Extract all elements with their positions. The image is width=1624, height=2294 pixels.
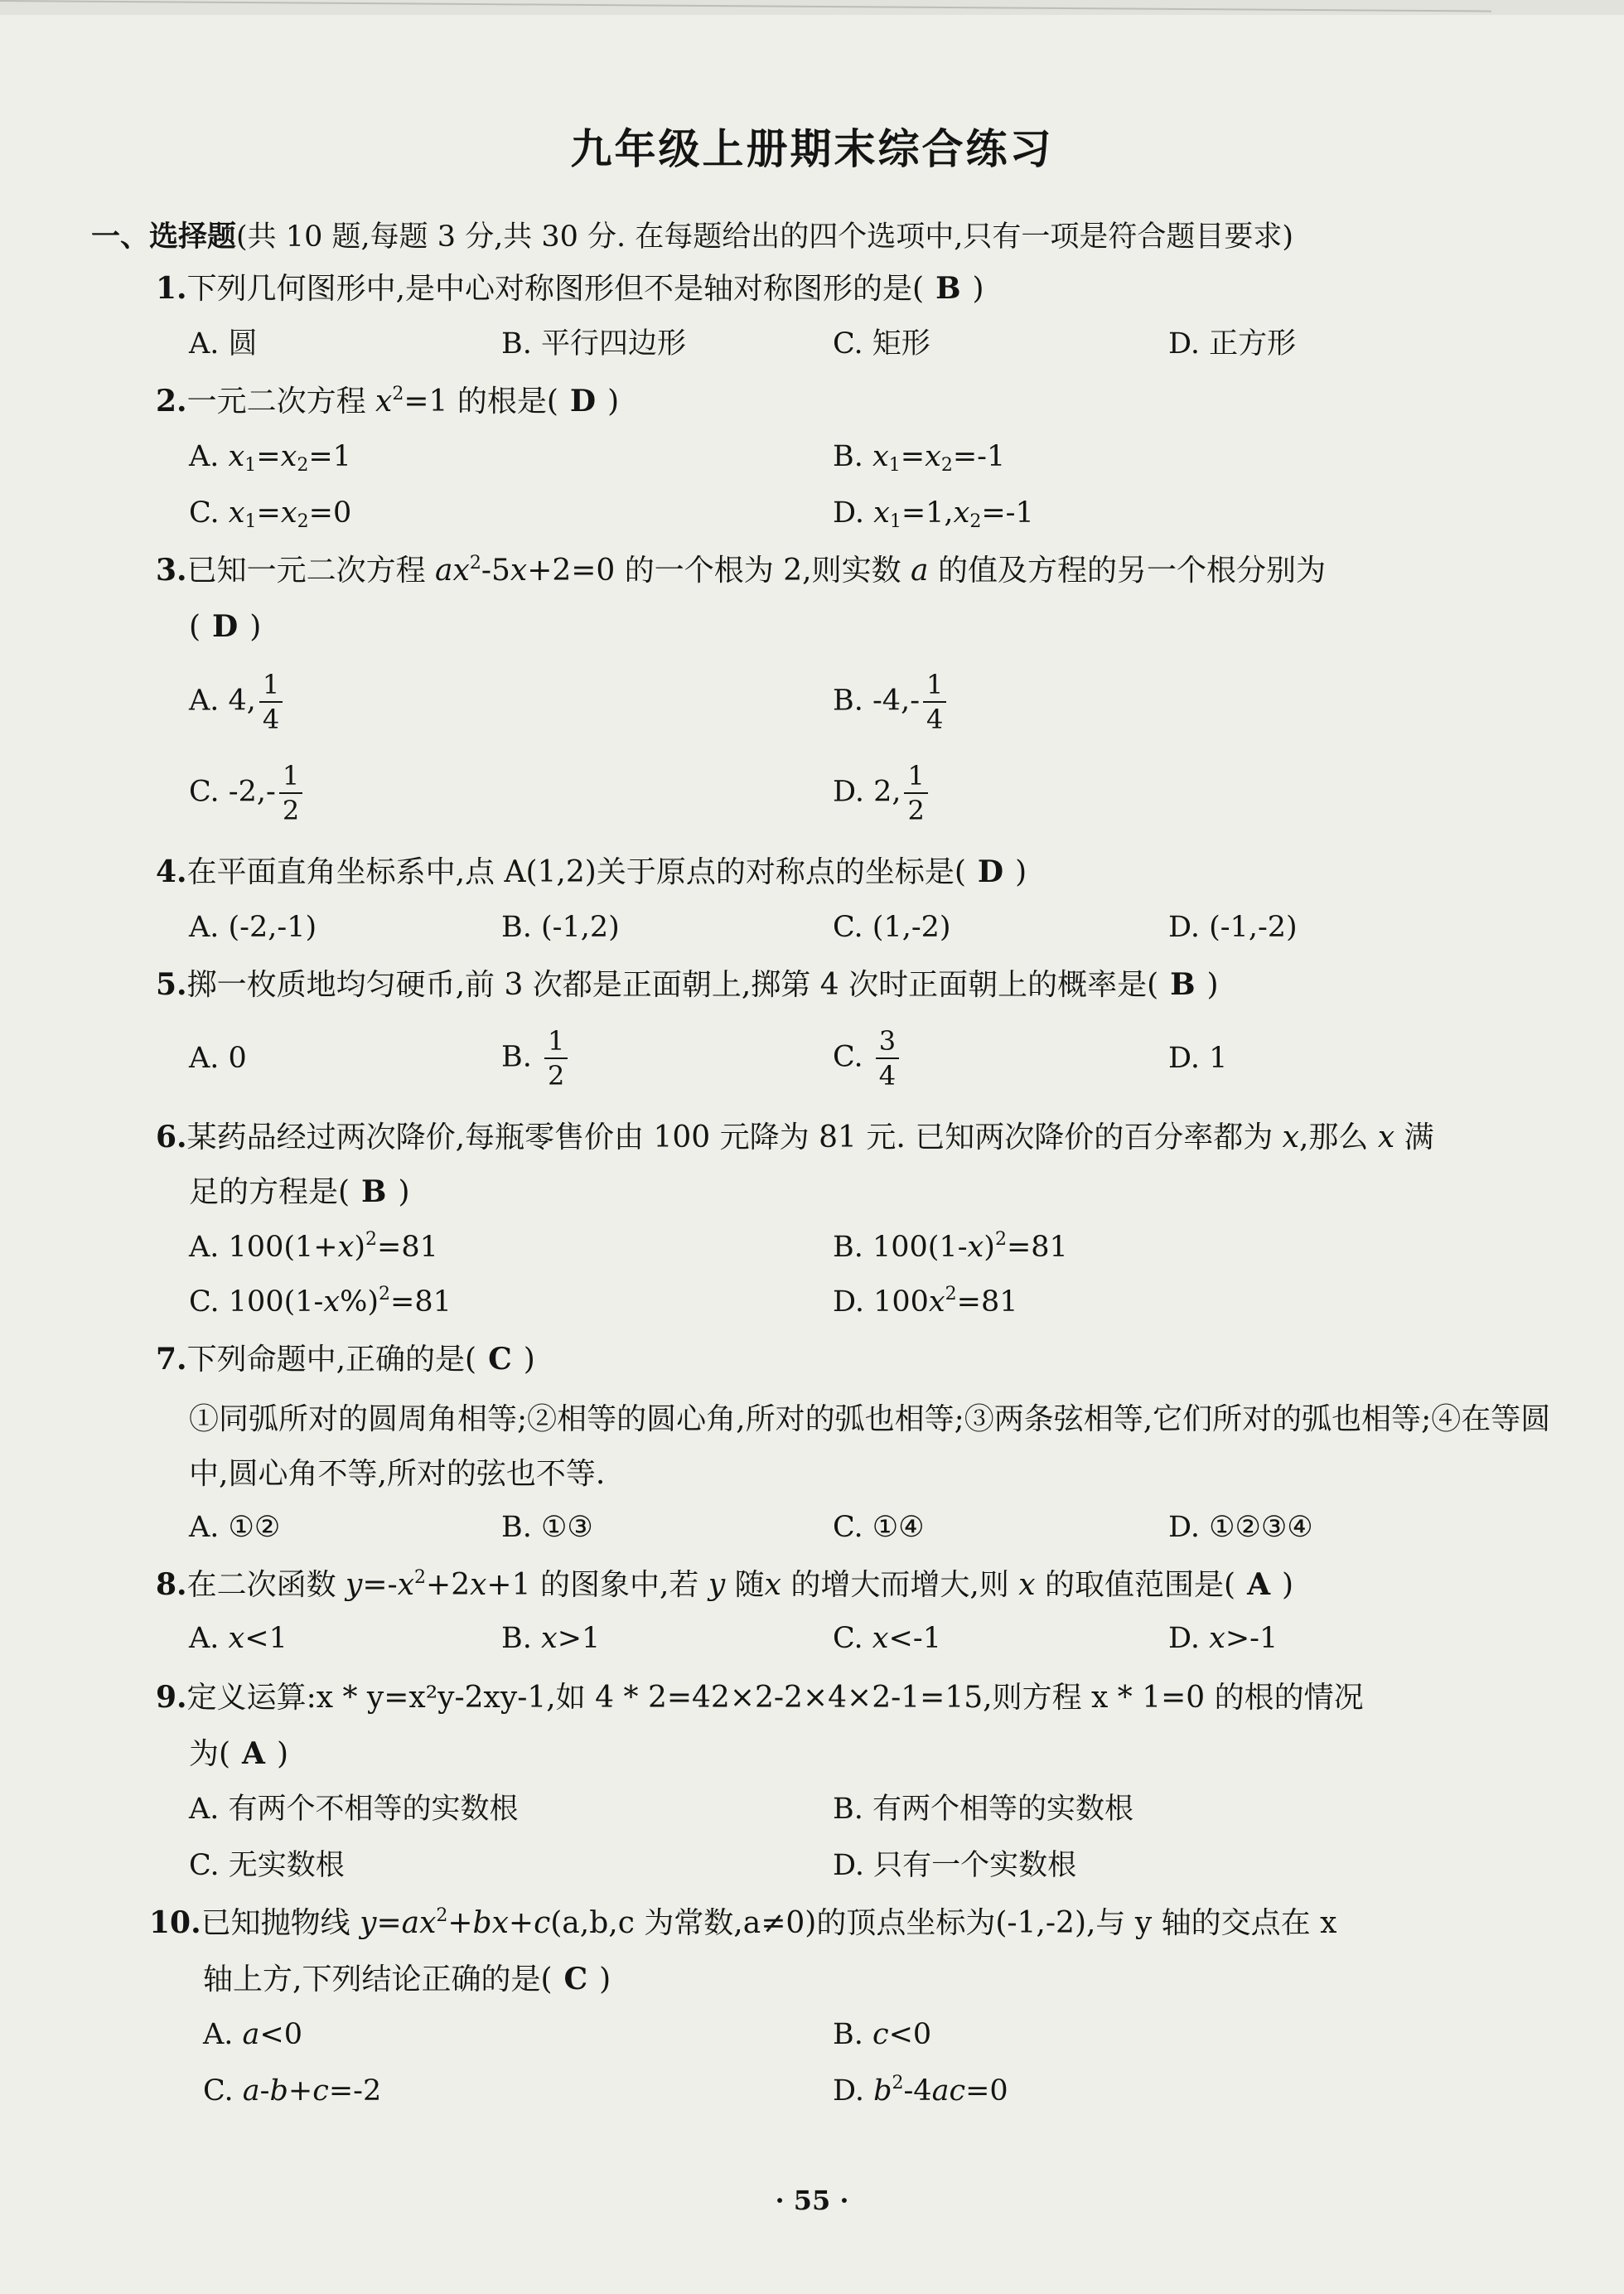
- option-8b: B. x>1: [501, 1622, 601, 1655]
- option-1d: D. 正方形: [1168, 327, 1297, 361]
- option-8d: D. x>-1: [1168, 1622, 1278, 1655]
- option-6d: D. $100x^2=81$: [833, 1284, 1018, 1319]
- option-2d: D. $x_1=1,x_2=-1$: [833, 496, 1034, 532]
- option-2a: A. $x_1=x_2=1$: [189, 440, 351, 476]
- option-7d: D. ①②③④: [1168, 1511, 1313, 1544]
- answer-7: C: [488, 1342, 512, 1377]
- option-3b: B. -4,- $\frac{1}{4}$: [833, 668, 950, 736]
- option-4b: B. (-1,2): [501, 911, 620, 944]
- option-1b: B. 平行四边形: [501, 327, 686, 361]
- question-4: 4.在平面直角坐标系中,点 A(1,2)关于原点的对称点的坐标是( D ): [156, 854, 1027, 889]
- option-5a: A. 0: [189, 1042, 247, 1075]
- option-4c: C. (1,-2): [833, 911, 951, 944]
- question-8: 8.在二次函数 $y=-x^2+2x+1$ 的图象中,若 y 随x 的增大而增大,则 x 的取值范围是( A ): [156, 1567, 1294, 1602]
- question-10: 10.已知抛物线 $y=ax^2+bx+c(a,b,c$ 为常数,a≠0)的顶点坐标为(-1,-2),与 y 轴的交点在 x: [149, 1905, 1337, 1940]
- option-9b: B. 有两个相等的实数根: [833, 1793, 1133, 1826]
- answer-9: A: [242, 1736, 265, 1771]
- option-10b: B. c<0: [833, 2018, 932, 2051]
- option-9a: A. 有两个不相等的实数根: [189, 1793, 519, 1826]
- question-10-line2: 轴上方,下列结论正确的是( C ): [203, 1962, 611, 1996]
- option-7c: C. ①④: [833, 1511, 925, 1544]
- option-6a: A. $100(1+x)^2=81$: [189, 1229, 438, 1264]
- question-6: 6.某药品经过两次降价,每瓶零售价由 100 元降为 81 元. 已知两次降价的百分率都为 x,那么 x 满: [156, 1120, 1434, 1154]
- question-2: 2.一元二次方程 $x^2=1$ 的根是( D ): [156, 384, 620, 419]
- option-6b: B. $100(1-x)^2=81$: [833, 1229, 1068, 1264]
- option-1c: C. 矩形: [833, 327, 930, 361]
- section-note: (共 10 题,每题 3 分,共 30 分. 在每题给出的四个选项中,只有一项是符合题目要求): [236, 220, 1294, 254]
- answer-4: D: [977, 854, 1004, 889]
- answer-5: B: [1170, 967, 1196, 1002]
- answer-2: D: [569, 384, 597, 419]
- section-heading: [91, 214, 1293, 255]
- question-9: 9.定义运算:x * y=x²y-2xy-1,如 4 * 2=42×2-2×4×2-1=15,则方程 x * 1=0 的根的情况: [156, 1680, 1364, 1715]
- option-3c: C. -2,- $\frac{1}{2}$: [189, 759, 306, 827]
- page-number: · 55 ·: [775, 2185, 849, 2216]
- answer-3: D: [212, 609, 239, 644]
- option-8a: A. x<1: [189, 1622, 288, 1655]
- option-10a: A. a<0: [203, 2018, 303, 2051]
- option-5b: B. $\frac{1}{2}$: [501, 1024, 571, 1092]
- answer-10: C: [563, 1962, 588, 1996]
- question-6-line2: 足的方程是( B ): [189, 1174, 410, 1209]
- section-label: 一、选择题: [91, 220, 237, 254]
- option-7b: B. ①③: [501, 1511, 593, 1544]
- option-3a: A. 4, $\frac{1}{4}$: [189, 668, 286, 736]
- question-3: 3.已知一元二次方程 $ax^2-5x+2=0$ 的一个根为 2,则实数 a 的值及方程的另一个根分别为: [156, 553, 1326, 588]
- option-2c: C. $x_1=x_2=0$: [189, 496, 352, 532]
- option-6c: C. $100(1-x\%)^2=81$: [189, 1284, 452, 1319]
- question-1: 1.下列几何图形中,是中心对称图形但不是轴对称图形的是( B ): [156, 271, 984, 306]
- option-9d: D. 只有一个实数根: [833, 1849, 1077, 1882]
- option-1a: A. 圆: [189, 327, 258, 361]
- question-9-line2: 为( A ): [189, 1736, 289, 1771]
- answer-6: B: [361, 1174, 387, 1209]
- option-2b: B. $x_1=x_2=-1$: [833, 440, 1006, 476]
- question-7-statements: ①同弧所对的圆周角相等;②相等的圆心角,所对的弧也相等;③两条弦相等,它们所对的弧也相等;④在等圆中,圆心角不等,所对的弦也不等.: [189, 1402, 1551, 1491]
- option-5d: D. 1: [1168, 1042, 1228, 1075]
- question-7: 7.下列命题中,正确的是( C ): [156, 1342, 535, 1377]
- option-7a: A. ①②: [189, 1511, 281, 1544]
- question-5: 5.掷一枚质地均匀硬币,前 3 次都是正面朝上,掷第 4 次时正面朝上的概率是( B ): [156, 967, 1219, 1002]
- option-3d: D. 2, $\frac{1}{2}$: [833, 759, 931, 827]
- answer-8: A: [1247, 1567, 1271, 1602]
- option-8c: C. x<-1: [833, 1622, 941, 1655]
- question-3-line2: ( D ): [189, 609, 262, 644]
- answer-1: B: [935, 271, 961, 306]
- page-title: 九年级上册期末综合练习: [570, 124, 1054, 173]
- option-10d: D. $b^2-4ac=0$: [833, 2073, 1008, 2108]
- option-4a: A. (-2,-1): [189, 911, 317, 944]
- option-4d: D. (-1,-2): [1168, 911, 1298, 944]
- option-10c: C. a-b+c=-2: [203, 2074, 382, 2108]
- option-5c: C. $\frac{3}{4}$: [833, 1024, 902, 1092]
- option-9c: C. 无实数根: [189, 1849, 345, 1882]
